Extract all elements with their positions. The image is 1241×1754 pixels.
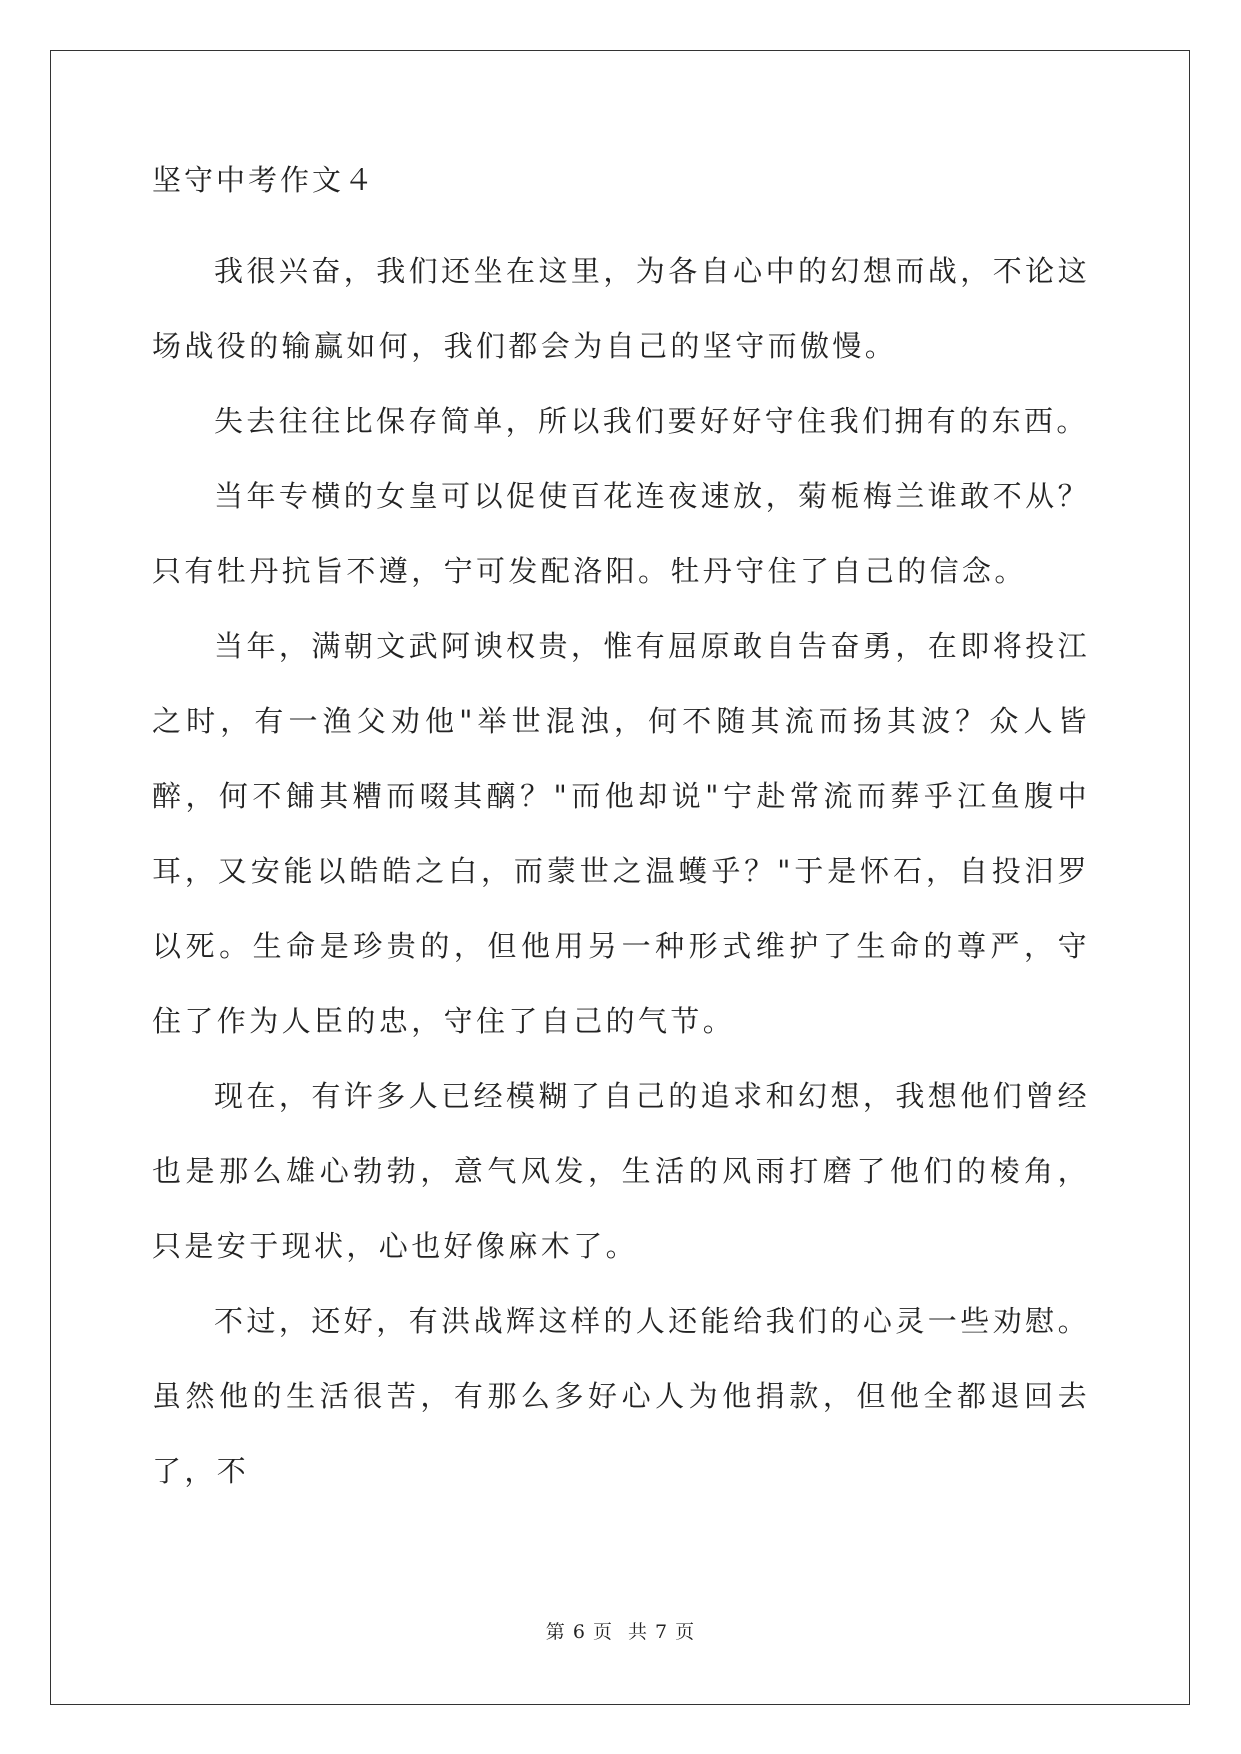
paragraph-6: 不过，还好，有洪战辉这样的人还能给我们的心灵一些劝慰。虽然他的生活很苦，有那么多好心人为他捐款，但他全都退回去了，不 [152, 1304, 1090, 1488]
page-number-total: 共 7 页 [628, 1621, 696, 1643]
page-number-current: 第 6 页 [545, 1621, 613, 1643]
paragraph-3: 当年专横的女皇可以促使百花连夜速放，菊栀梅兰谁敢不从？只有牡丹抗旨不遵，宁可发配洛阳。牡丹守住了自己的信念。 [152, 479, 1090, 588]
document-title: 坚守中考作文４ [152, 163, 377, 197]
paragraph-4: 当年，满朝文武阿谀权贵，惟有屈原敢自告奋勇，在即将投江之时，有一渔父劝他"举世混浊，何不随其流而扬其波？众人皆醉，何不餔其糟而啜其醨？"而他却说"宁赴常流而葬乎江鱼腹中耳，又安能以皓皓之白，而蒙世之温蠖乎？"于是怀石，自投汨罗以死。生命是珍贵的，但他用另一种形式维护了生命的尊严，守住了作为人臣的忠，守住了自己的气节。 [152, 629, 1090, 1038]
document-body [152, 160, 1090, 1509]
paragraph-2: 失去往往比保存简单，所以我们要好好守住我们拥有的东西。 [214, 404, 1089, 438]
paragraph-1: 我很兴奋，我们还坐在这里，为各自心中的幻想而战，不论这场战役的输赢如何，我们都会为自己的坚守而傲慢。 [152, 254, 1090, 363]
paragraph-5: 现在，有许多人已经模糊了自己的追求和幻想，我想他们曾经也是那么雄心勃勃，意气风发，生活的风雨打磨了他们的棱角，只是安于现状，心也好像麻木了。 [152, 1079, 1090, 1263]
page-footer [0, 1617, 1241, 1644]
